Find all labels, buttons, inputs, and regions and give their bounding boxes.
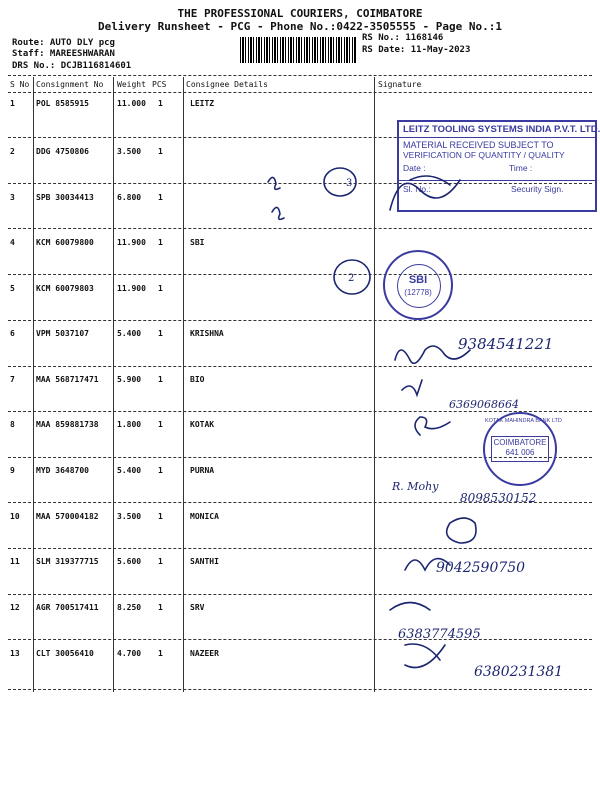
kotak-city: COIMBATORE [493, 438, 547, 447]
row-sno: 5 [10, 284, 15, 293]
handwritten-phone: 9384541221 [458, 335, 554, 353]
row-pcs: 1 [158, 375, 163, 384]
handwritten-phone: 8098530152 [460, 491, 537, 505]
runsheet-title: Delivery Runsheet - PCG - Phone No.:0422-3505555 - Page No.:1 [98, 20, 502, 33]
svg-text:3: 3 [346, 178, 353, 189]
leitz-stamp-date: Date : [403, 163, 426, 173]
row-consignment: POL 8585915 [36, 99, 89, 108]
row-pcs: 1 [158, 420, 163, 429]
row-pcs: 1 [158, 557, 163, 566]
row-consignment: MYD 3648700 [36, 466, 89, 475]
column-header [0, 80, 600, 92]
row-consignee: SANTHI [190, 557, 219, 566]
row-consignee: SBI [190, 238, 205, 247]
row-weight: 5.900 [117, 375, 142, 384]
staff-label: Staff: MAREESHWARAN [12, 49, 115, 59]
row-weight: 11.000 [117, 99, 146, 108]
row-sno: 10 [10, 512, 20, 521]
row-consignment: VPM 5037107 [36, 329, 89, 338]
svg-text:2: 2 [348, 273, 355, 284]
row-consignment: DDG 4750806 [36, 147, 89, 156]
handwritten-phone: 6383774595 [398, 627, 481, 642]
row-consignee: PURNA [190, 466, 215, 475]
row-sno: 1 [10, 99, 15, 108]
header-rule-bottom [8, 92, 592, 93]
handwritten-phone: 6380231381 [474, 664, 564, 680]
col-pcs: PCS [152, 80, 167, 89]
row-sno: 7 [10, 375, 15, 384]
row-sno: 11 [10, 557, 20, 566]
row-pcs: 1 [158, 284, 163, 293]
col-sno: S No [10, 80, 30, 89]
barcode [240, 37, 356, 63]
row-sno: 6 [10, 329, 15, 338]
sbi-logo-text: SBI [408, 274, 428, 286]
table-row [0, 99, 600, 111]
handwritten-phone: 6369068664 [449, 398, 519, 411]
handwritten-name: R. Mohy [392, 480, 439, 493]
rs-date: RS Date: 11-May-2023 [362, 45, 471, 55]
col-consignee: Consignee Details [186, 80, 268, 89]
row-pcs: 1 [158, 147, 163, 156]
row-consignment: MAA 568717471 [36, 375, 99, 384]
handwritten-signatures [180, 140, 600, 700]
row-weight: 4.700 [117, 649, 142, 658]
row-pcs: 1 [158, 649, 163, 658]
row-consignee: BIO [190, 375, 205, 384]
row-consignment: CLT 30056410 [36, 649, 94, 658]
row-sno: 12 [10, 603, 20, 612]
row-weight: 1.800 [117, 420, 142, 429]
row-sno: 8 [10, 420, 15, 429]
row-consignee: SRV [190, 603, 205, 612]
row-consignment: SPB 30034413 [36, 193, 94, 202]
col-signature: Signature [378, 80, 422, 89]
sbi-branch-code: (12778) [404, 288, 432, 297]
row-weight: 11.900 [117, 238, 146, 247]
leitz-stamp-slno: Sl. No.: [403, 184, 431, 194]
drs-label: DRS No.: DCJB116814601 [12, 61, 132, 71]
leitz-stamp-security: Security Sign. [511, 184, 564, 194]
leitz-stamp-line2: VERIFICATION OF QUANTITY / QUALITY [403, 150, 565, 160]
handwritten-phone: 9042590750 [436, 560, 526, 576]
route-label: Route: AUTO DLY pcg [12, 38, 115, 48]
row-pcs: 1 [158, 99, 163, 108]
row-sno: 13 [10, 649, 20, 658]
row-weight: 5.600 [117, 557, 142, 566]
row-weight: 11.900 [117, 284, 146, 293]
row-weight: 6.800 [117, 193, 142, 202]
kotak-pin: 641 006 [505, 448, 535, 457]
row-sno: 3 [10, 193, 15, 202]
leitz-stamp-title: LEITZ TOOLING SYSTEMS INDIA P.V.T. LTD. [399, 122, 595, 138]
row-sno: 4 [10, 238, 15, 247]
kotak-bank-name: KOTAK MAHINDRA BANK LTD [485, 418, 562, 424]
company-title: THE PROFESSIONAL COURIERS, COIMBATORE [177, 7, 423, 20]
row-pcs: 1 [158, 238, 163, 247]
row-consignee: KRISHNA [190, 329, 224, 338]
row-pcs: 1 [158, 193, 163, 202]
row-pcs: 1 [158, 603, 163, 612]
row-pcs: 1 [158, 512, 163, 521]
row-pcs: 1 [158, 329, 163, 338]
row-consignment: MAA 570004182 [36, 512, 99, 521]
row-consignee: LEITZ [190, 99, 215, 108]
leitz-stamp-time: Time : [509, 163, 533, 173]
row-consignee: NAZEER [190, 649, 219, 658]
row-weight: 5.400 [117, 329, 142, 338]
row-consignment: AGR 700517411 [36, 603, 99, 612]
header-rule-top [8, 75, 592, 76]
leitz-stamp-line1: MATERIAL RECEIVED SUBJECT TO [403, 140, 554, 150]
row-consignee: MONICA [190, 512, 219, 521]
row-sno: 9 [10, 466, 15, 475]
row-pcs: 1 [158, 466, 163, 475]
row-consignment: KCM 60079803 [36, 284, 94, 293]
row-consignment: MAA 859881738 [36, 420, 99, 429]
row-weight: 3.500 [117, 512, 142, 521]
row-consignee: KOTAK [190, 420, 215, 429]
row-sno: 2 [10, 147, 15, 156]
rs-number: RS No.: 1168146 [362, 33, 444, 43]
row-weight: 8.250 [117, 603, 142, 612]
row-consignment: SLM 319377715 [36, 557, 99, 566]
row-weight: 5.400 [117, 466, 142, 475]
row-consignment: KCM 60079800 [36, 238, 94, 247]
col-consignment: Consignment No [36, 80, 104, 89]
col-weight: Weight [117, 80, 146, 89]
row-weight: 3.500 [117, 147, 142, 156]
